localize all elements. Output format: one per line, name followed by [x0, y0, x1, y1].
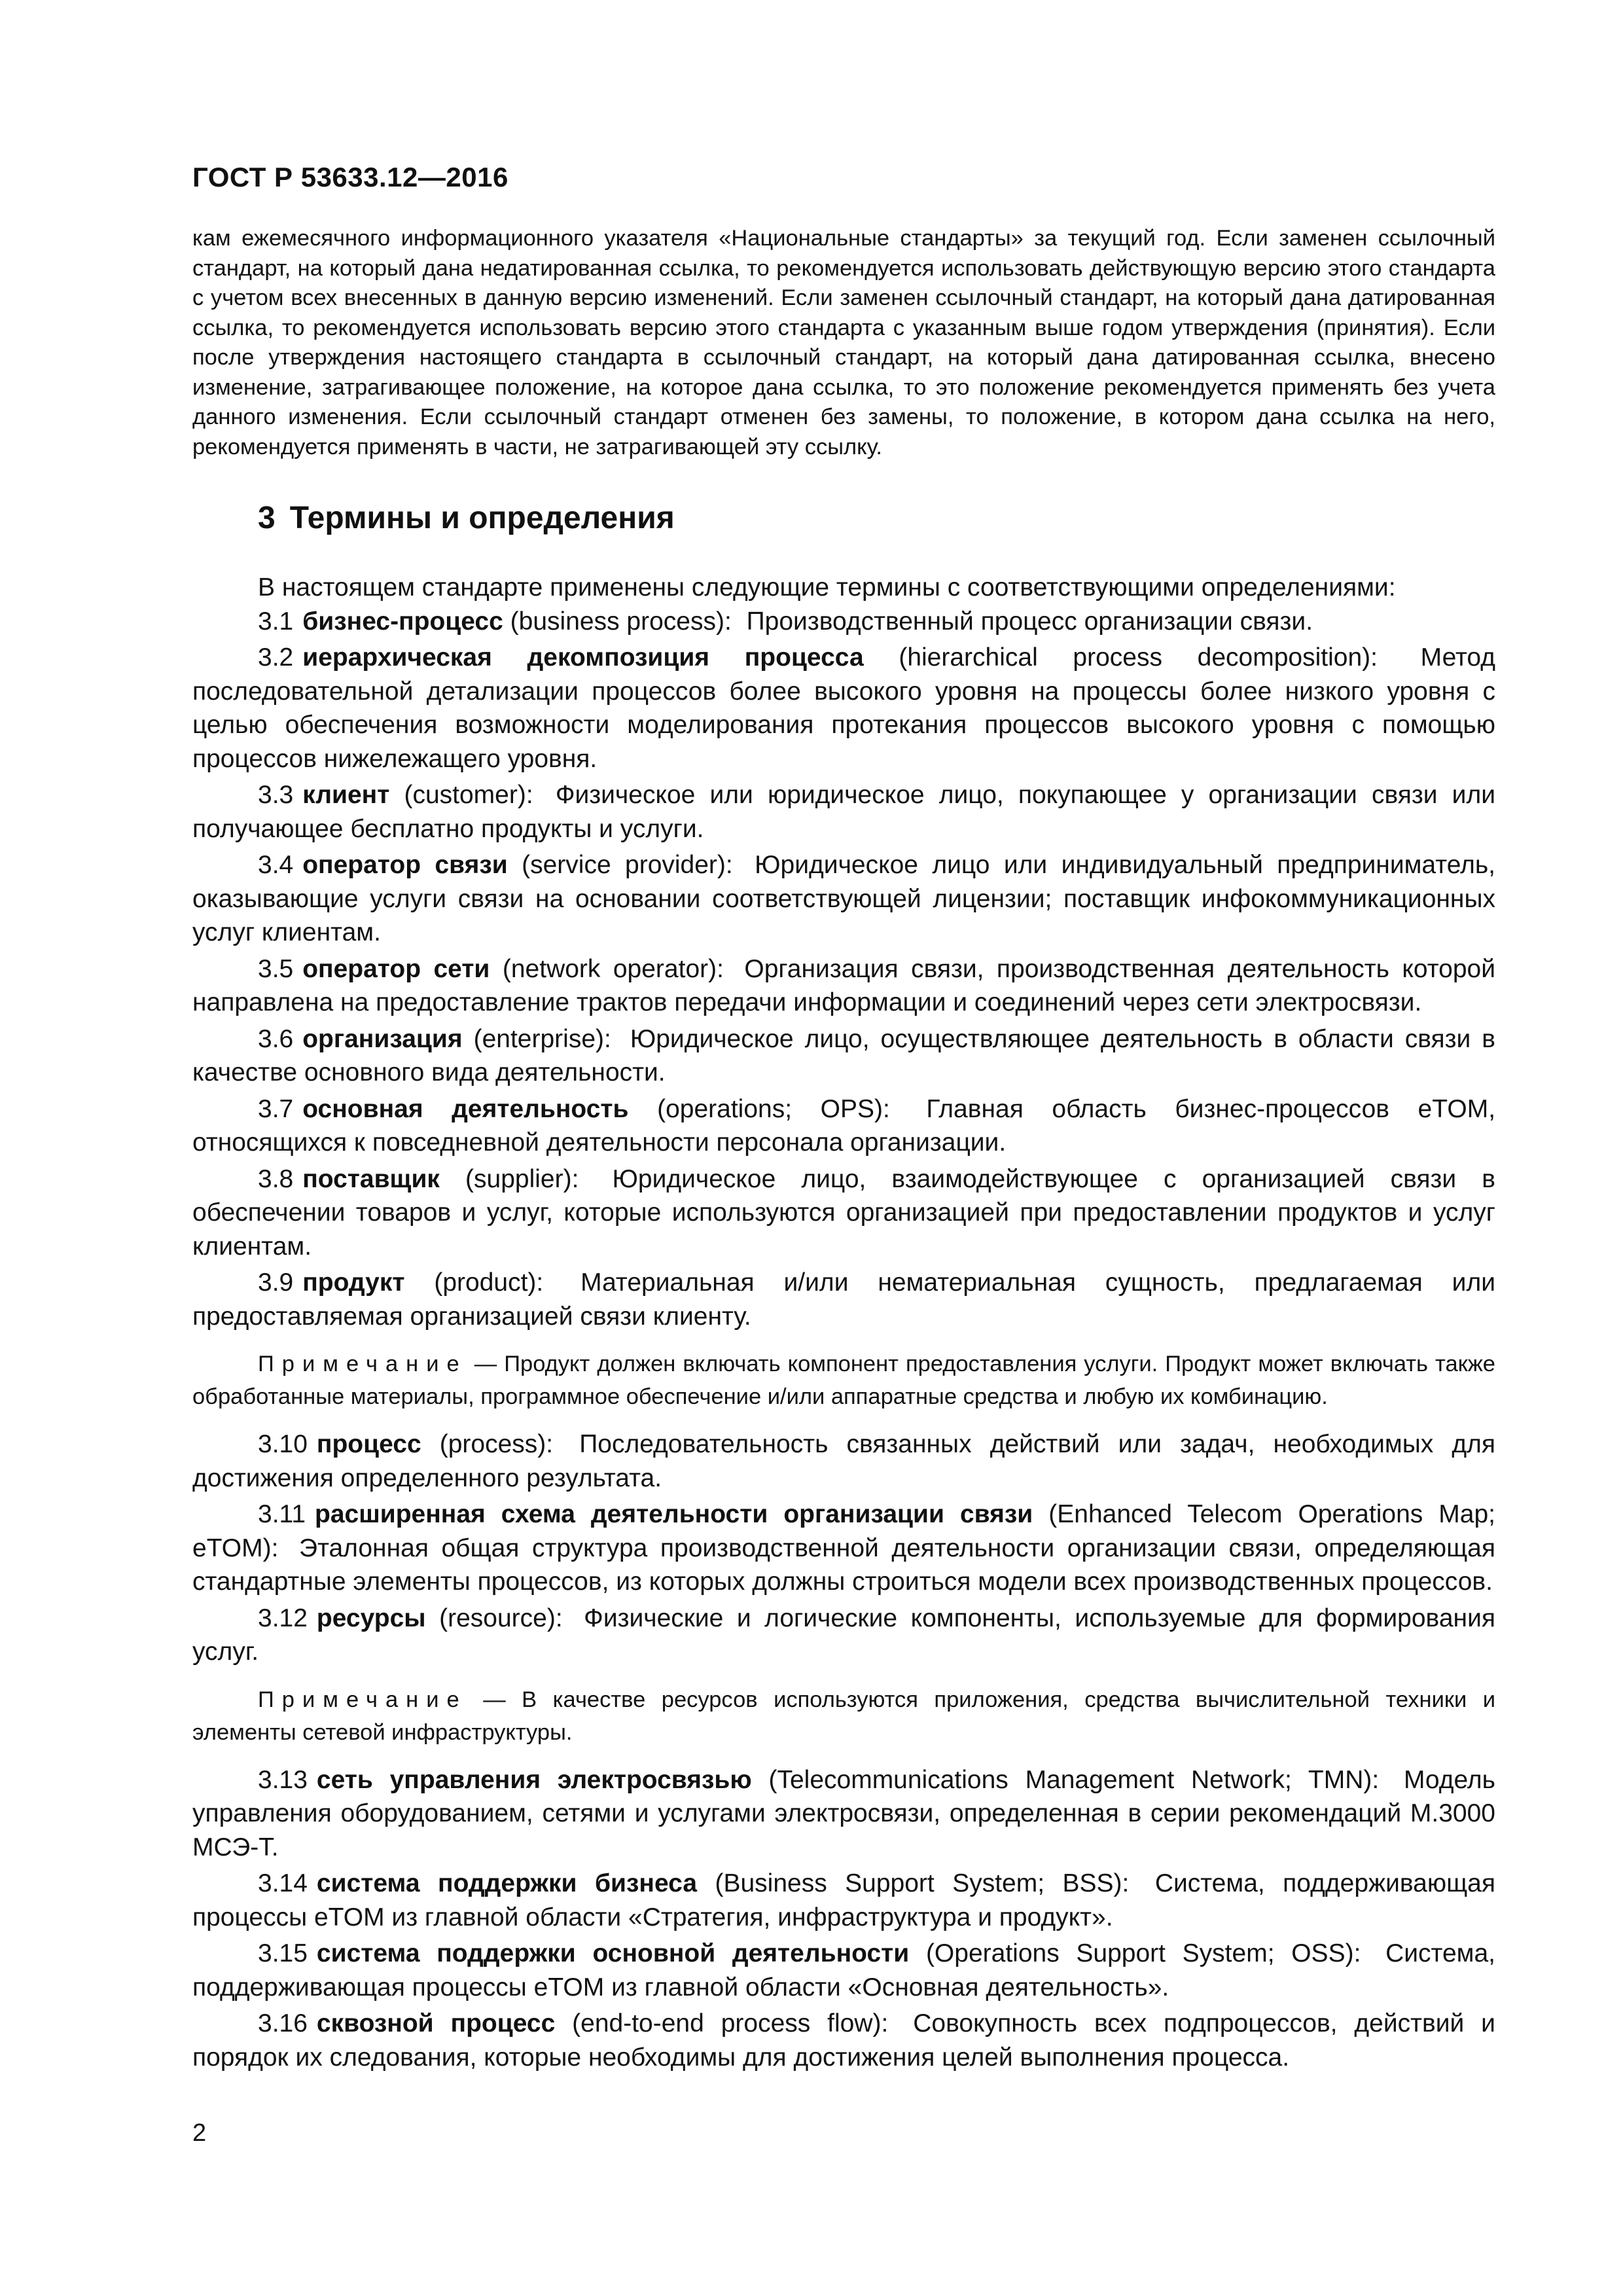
term-title: бизнес-процесс [302, 607, 503, 636]
term-title: расширенная схема деятельности организации связи [315, 1500, 1033, 1528]
term-number: 3.14 [258, 1869, 308, 1897]
term-definition: Физическое или юридическое лицо, покупающее у организации связи или получающее бесплатно продукты и услуги. [192, 781, 1495, 843]
term-definition: Система, поддерживающая процессы eTOM из главной области «Основная деятельность». [192, 1939, 1496, 2001]
term-number: 3.9 [258, 1268, 294, 1297]
term-title: оператор сети [302, 954, 490, 983]
term-title: иерархическая декомпозиция процесса [302, 643, 864, 672]
term-english: (network operator): [502, 954, 724, 983]
term-number: 3.8 [258, 1164, 294, 1193]
term-number: 3.7 [258, 1094, 294, 1123]
term-3-10 [192, 1427, 1495, 1495]
term-3-1 [192, 605, 1495, 639]
term-title: продукт [302, 1268, 405, 1297]
term-3-2 [192, 641, 1495, 776]
term-definition: Система, поддерживающая процессы eTOM из главной области «Стратегия, инфраструктура и продукт». [192, 1869, 1495, 1931]
term-definition: Организация связи, производственная деятельность которой направлена на предоставление трактов передачи информации и соединений через сети электросвязи. [192, 954, 1496, 1016]
note-text: — Продукт должен включать компонент предоставления услуги. Продукт может включать также обработанные материалы, программное обеспечение и/или аппаратные средства и любую их комбинацию. [192, 1352, 1495, 1409]
term-3-14 [192, 1867, 1495, 1934]
term-number: 3.6 [258, 1024, 294, 1053]
term-title: система поддержки бизнеса [316, 1869, 698, 1897]
note-resources [192, 1683, 1495, 1749]
term-3-3 [192, 778, 1495, 846]
note-label: Примечание [258, 1687, 467, 1712]
term-title: система поддержки основной деятельности [316, 1939, 910, 1967]
term-english: (customer): [404, 781, 533, 809]
term-3-11 [192, 1498, 1495, 1599]
term-number: 3.1 [258, 607, 294, 636]
term-number: 3.10 [258, 1430, 308, 1458]
term-3-8 [192, 1162, 1495, 1264]
term-3-9 [192, 1266, 1495, 1333]
term-3-15 [192, 1937, 1495, 2004]
term-number: 3.2 [258, 643, 294, 672]
term-definition: Материальная и/или нематериальная сущность, предлагаемая или предоставляемая организацией связи клиенту. [192, 1268, 1496, 1331]
term-number: 3.4 [258, 851, 294, 879]
intro-paragraph: кам ежемесячного информационного указателя «Национальные стандарты» за текущий год. Если заменен ссылочный стандарт, на который дана недатированная ссылка, то рекомендуется использовать действующую версию этого стандарта с учетом всех внесенных в данную версию изменений. Если заменен ссылочный стандарт, на который дана датированная ссылка, то рекомендуется использовать версию этого стандарта с указанным выше годом утверждения (принятия). Если после утверждения настоящего стандарта в ссылочный стандарт, на который дана датированная ссылка, внесено изменение, затрагивающее положение, на которое дана ссылка, то это положение рекомендуется применять без учета данного изменения. Если ссылочный стандарт отменен без замены, то положение, в котором дана ссылка на него, рекомендуется применять в части, не затрагивающей эту ссылку. [192, 226, 1495, 459]
term-definition: Главная область бизнес-процессов eTOM, относящихся к повседневной деятельности персонала организации. [192, 1094, 1496, 1157]
term-definition: Эталонная общая структура производственной деятельности организации связи, определяющая стандартные элементы процессов, из которых должны строиться модели всех производственных процессов. [192, 1534, 1495, 1596]
term-title: ресурсы [316, 1604, 426, 1632]
page-number: 2 [192, 2119, 207, 2147]
term-3-5 [192, 952, 1495, 1020]
term-definition: Производственный процесс организации связи. [746, 607, 1313, 636]
term-title: организация [302, 1024, 463, 1053]
term-3-16 [192, 2007, 1495, 2074]
term-english: (product): [434, 1268, 544, 1297]
term-english: (process): [439, 1430, 554, 1458]
section-lead-paragraph: В настоящем стандарте применены следующие термины с соответствующими определениями: [258, 573, 1396, 601]
term-english: (service provider): [522, 851, 733, 879]
term-title: сеть управления электросвязью [316, 1765, 752, 1794]
term-definition: Модель управления оборудованием, сетями и услугами электросвязи, определенная в серии рекомендаций М.3000 МСЭ-Т. [192, 1765, 1495, 1861]
term-english: (supplier): [465, 1164, 579, 1193]
term-3-6 [192, 1022, 1495, 1090]
term-3-4 [192, 848, 1495, 950]
term-number: 3.12 [258, 1604, 308, 1632]
note-text: — В качестве ресурсов используются приложения, средства вычислительной техники и элементы сетевой инфраструктуры. [192, 1687, 1495, 1745]
term-definition: Юридическое лицо, осуществляющее деятельность в области связи в качестве основного вида деятельности. [192, 1024, 1496, 1086]
term-definition: Последовательность связанных действий или задач, необходимых для достижения определенного результата. [192, 1430, 1495, 1492]
term-number: 3.11 [258, 1500, 306, 1528]
term-english: (Enhanced Telecom Operations Map; eTOM): [192, 1500, 1495, 1562]
term-number: 3.15 [258, 1939, 308, 1967]
term-definition: Юридическое лицо или индивидуальный предприниматель, оказывающие услуги связи на основании соответствующей лицензии; поставщик инфокоммуникационных услуг клиентам. [192, 851, 1495, 946]
term-number: 3.5 [258, 954, 294, 983]
page-content [192, 224, 1495, 2074]
term-number: 3.16 [258, 2009, 308, 2037]
term-english: (operations; OPS): [657, 1094, 890, 1123]
term-definition: Юридическое лицо, взаимодействующее с организацией связи в обеспечении товаров и услуг, которые используются организацией при предоставлении продуктов и услуг клиентам. [192, 1164, 1495, 1261]
term-definition: Физические и логические компоненты, используемые для формирования услуг. [192, 1604, 1495, 1666]
section-title: Термины и определения [289, 501, 675, 535]
term-3-12 [192, 1602, 1495, 1669]
section-number: 3 [258, 501, 276, 535]
term-english: (resource): [439, 1604, 563, 1632]
term-number: 3.3 [258, 781, 294, 809]
term-english: (Operations Support System; OSS): [925, 1939, 1361, 1967]
term-title: сквозной процесс [316, 2009, 556, 2037]
term-english: (Telecommunications Management Network; TMN): [768, 1765, 1380, 1794]
term-english: (hierarchical process decomposition): [899, 643, 1378, 672]
section-heading [258, 499, 1495, 538]
term-english: (business process): [510, 607, 732, 636]
term-title: основная деятельность [302, 1094, 629, 1123]
term-3-7 [192, 1092, 1495, 1160]
term-definition: Совокупность всех подпроцессов, действий и порядок их следования, которые необходимы для достижения целей выполнения процесса. [192, 2009, 1495, 2072]
document-code-header: ГОСТ Р 53633.12—2016 [192, 162, 508, 192]
term-title: оператор связи [302, 851, 508, 879]
term-title: клиент [302, 781, 390, 809]
note-product [192, 1348, 1495, 1413]
term-title: процесс [316, 1430, 421, 1458]
term-definition: Метод последовательной детализации процессов более высокого уровня на процессы более низкого уровня с целью обеспечения возможности моделирования протекания процессов высокого уровня с помощью процессов нижележащего уровня. [192, 643, 1495, 773]
term-english: (Business Support System; BSS): [715, 1869, 1130, 1897]
term-title: поставщик [302, 1164, 440, 1193]
term-number: 3.13 [258, 1765, 308, 1794]
note-label: Примечание [258, 1352, 467, 1376]
term-english: (enterprise): [473, 1024, 611, 1053]
term-english: (end-to-end process flow): [572, 2009, 889, 2037]
term-3-13 [192, 1763, 1495, 1865]
